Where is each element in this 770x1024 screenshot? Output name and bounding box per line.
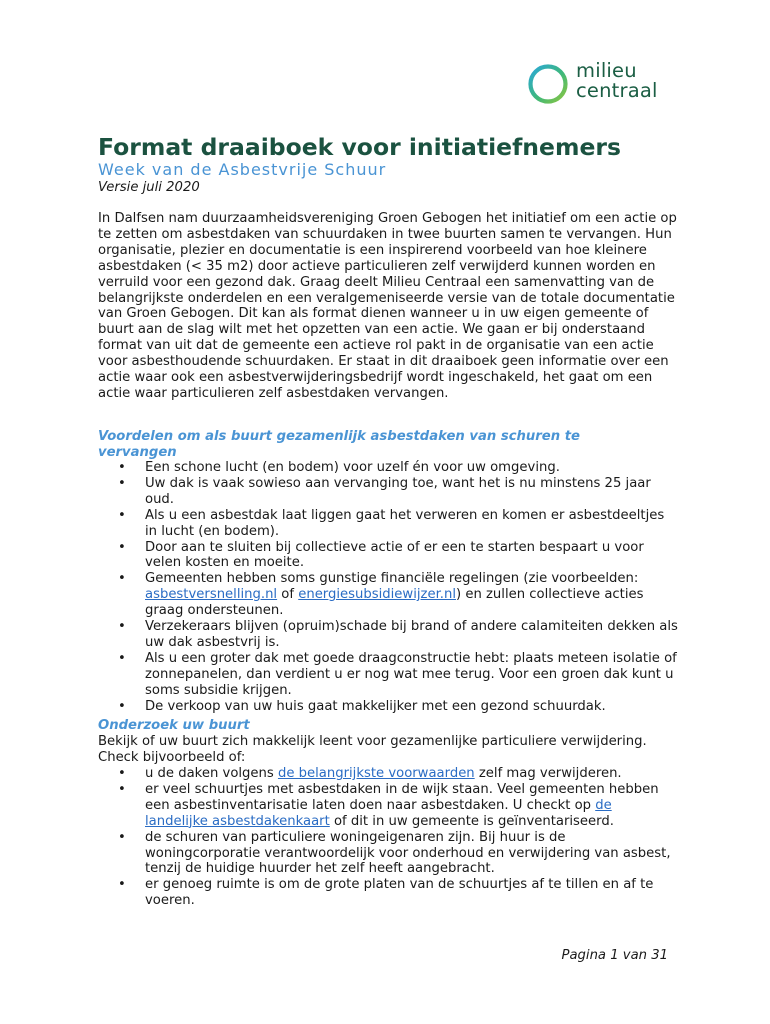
voorwaarden-link[interactable]: de belangrijkste voorwaarden <box>277 766 475 781</box>
bullet-icon: • <box>118 460 126 475</box>
voordelen-list <box>98 460 678 715</box>
logo-line-1: milieu <box>576 59 637 82</box>
bullet-icon: • <box>118 829 126 845</box>
page-title: Format draaiboek voor initiatiefnemers <box>98 133 621 161</box>
list-item: • Uw dak is vaak sowieso aan vervanging toe, want het is nu minstens 25 jaar oud. <box>118 475 651 507</box>
bullet-icon: • <box>118 571 126 587</box>
bullet-icon: • <box>118 507 126 523</box>
bullet-icon: • <box>118 475 126 491</box>
logo-line-2: centraal <box>576 79 658 102</box>
list-item: • u de daken volgens de belangrijkste voorwaarden zelf mag verwijderen. <box>118 766 622 781</box>
bullet-icon: • <box>118 781 126 797</box>
list-item: • Als u een groter dak met goede draagconstructie hebt: plaats meteen isolatie of zonnepanelen, dan verdient u er nog wat mee terug. Voor een groen dak kunt u soms subsidie krijgen. <box>118 650 677 698</box>
list-item: • Verzekeraars blijven (opruim)schade bij brand of andere calamiteiten dekken als uw dak asbestvrij is. <box>118 619 678 650</box>
energiesubsidiewijzer-link[interactable]: energiesubsidiewijzer.nl <box>298 587 456 603</box>
voordelen-heading: Voordelen om als buurt gezamenlijk asbestdaken van schuren te vervangen <box>98 429 580 460</box>
onderzoek-heading: Onderzoek uw buurt <box>98 718 250 733</box>
asbestdakenkaart-link[interactable]: de landelijke asbestdakenkaart <box>145 797 612 829</box>
page-number: Pagina 1 van 31 <box>561 948 668 963</box>
list-item: • De verkoop van uw huis gaat makkelijker met een gezond schuurdak. <box>118 698 606 714</box>
list-item: • Door aan te sluiten bij collectieve actie of er een te starten bespaart u voor velen kosten en moeite. <box>118 539 644 571</box>
list-item: • er veel schuurtjes met asbestdaken in de wijk staan. Veel gemeenten hebben een asbestinventarisatie laten doen naar asbestdaken. U checkt op de landelijke asbestdakenkaart of dit in uw gemeente is geïnventariseerd. <box>118 781 659 829</box>
list-item: • de schuren van particuliere woningeigenaren zijn. Bij huur is de woningcorporatie verantwoordelijk voor onderhoud en verwijdering van asbest, tenzij de huidige huurder het zelf heeft aangebracht. <box>118 829 671 877</box>
milieu-centraal-logo <box>527 59 677 108</box>
list-item: • Een schone lucht (en bodem) voor uzelf én voor uw omgeving. <box>118 460 560 475</box>
asbestversnelling-link[interactable]: asbestversnelling.nl <box>145 587 278 603</box>
bullet-icon: • <box>118 877 126 893</box>
bullet-icon: • <box>118 650 126 666</box>
logo-text <box>576 61 658 101</box>
logo-ring-icon <box>527 62 571 106</box>
bullet-icon: • <box>118 539 126 555</box>
version-label: Versie juli 2020 <box>98 180 200 195</box>
intro-paragraph: In Dalfsen nam duurzaamheidsvereniging Groen Gebogen het initiatief om een actie op te zetten om asbestdaken van schuurdaken in twee buurten samen te vervangen. Hun organisatie, plezier en documentatie is een inspirerend voorbeeld van hoe kleinere asbestdaken (< 35 m2) door actieve particulieren zelf verwijderd kunnen worden en verruild voor een gezond dak. Graag deelt Milieu Centraal een samenvatting van de belangrijkste onderdelen en een veralgemeniseerde versie van de totale documentatie van Groen Gebogen. Dit kan als format dienen wanneer u in uw eigen gemeente of buurt aan de slag wilt met het opzetten van een actie. We gaan er bij onderstaand format van uit dat de gemeente een actieve rol pakt in de organisatie van een actie voor asbesthoudende schuurdaken. Er staat in dit draaiboek geen informatie over een actie waar ook een asbestverwijderingsbedrijf wordt ingeschakeld, het gaat om een actie waar particulieren zelf asbestdaken vervangen. <box>98 211 677 401</box>
onderzoek-list <box>98 766 678 909</box>
bullet-icon: • <box>118 766 126 781</box>
bullet-icon: • <box>118 619 126 635</box>
list-item: • Als u een asbestdak laat liggen gaat het verweren en komen er asbestdeeltjes in lucht (en bodem). <box>118 507 665 539</box>
bullet-icon: • <box>118 698 126 714</box>
page-subtitle: Week van de Asbestvrije Schuur <box>98 160 387 179</box>
list-item: • Gemeenten hebben soms gunstige financiële regelingen (zie voorbeelden: asbestversnelling.nl of energiesubsidiewijzer.nl) en zullen collectieve acties graag ondersteunen. <box>118 571 644 619</box>
onderzoek-intro: Bekijk of uw buurt zich makkelijk leent voor gezamenlijke particuliere verwijdering. Check bijvoorbeeld of: <box>98 734 647 765</box>
list-item: • er genoeg ruimte is om de grote platen van de schuurtjes af te tillen en af te voeren. <box>118 877 654 909</box>
